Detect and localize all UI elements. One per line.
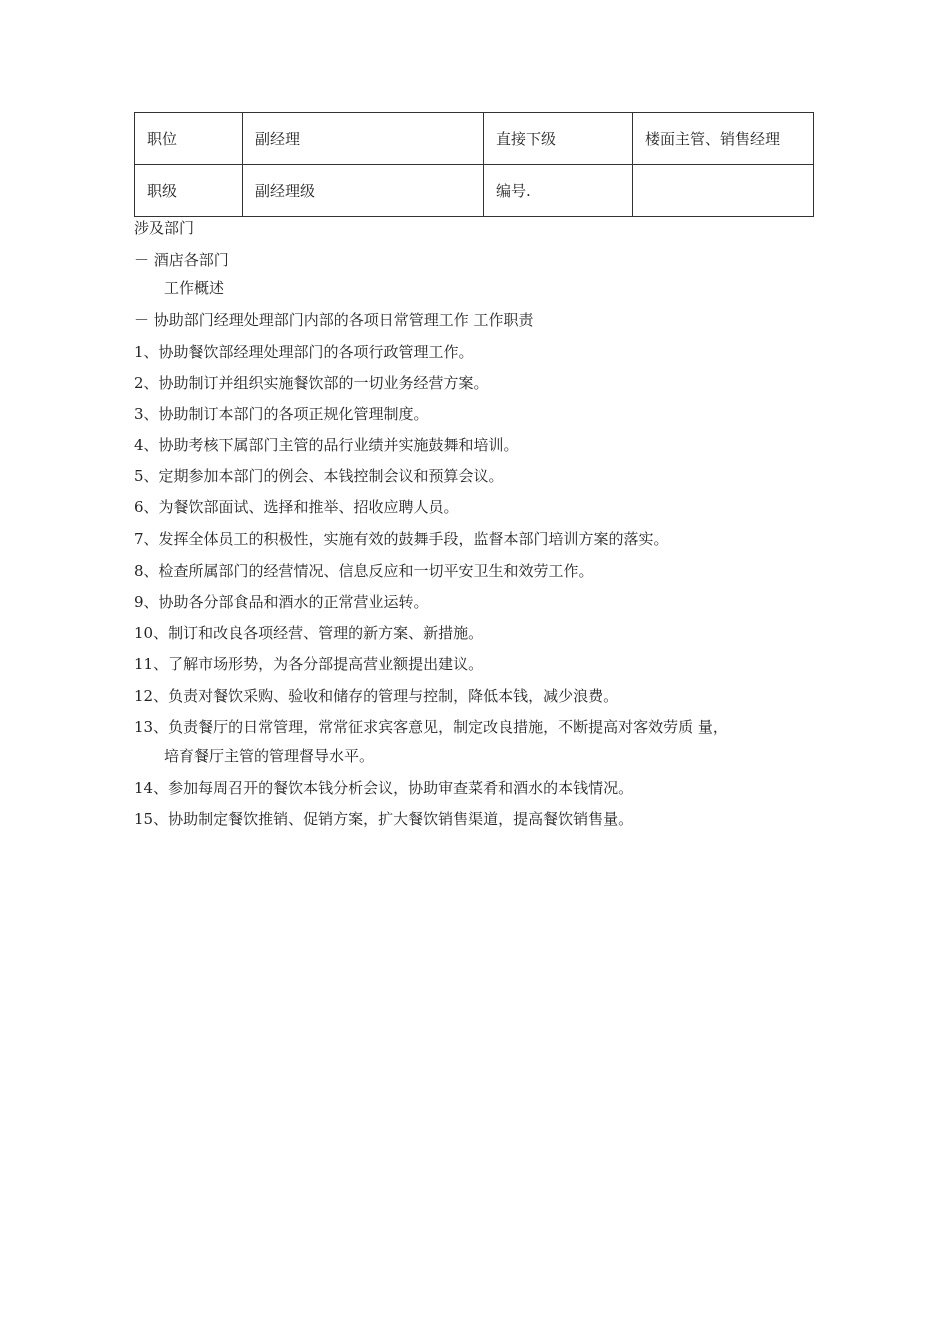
duty-item: 11、了解市场形势，为各分部提高营业额提出建议。 (134, 655, 484, 673)
subordinate-value: 楼面主管、销售经理 (633, 113, 814, 165)
number-value (633, 165, 814, 217)
duty-item-continuation: 培育餐厅主管的管理督导水平。 (164, 747, 375, 765)
dept-item: － 酒店各部门 (134, 251, 229, 269)
duty-item: 1、协助餐饮部经理处理部门的各项行政管理工作。 (134, 343, 474, 361)
table-row (135, 113, 814, 165)
duty-item: 15、协助制定餐饮推销、促销方案，扩大餐饮销售渠道，提高餐饮销售量。 (134, 810, 634, 828)
duty-item: 4、协助考核下属部门主管的品行业绩并实施鼓舞和培训。 (134, 436, 519, 454)
duty-item: 7、发挥全体员工的积极性，实施有效的鼓舞手段，监督本部门培训方案的落实。 (134, 530, 669, 548)
duty-item: 12、负责对餐饮采购、验收和储存的管理与控制，降低本钱，减少浪费。 (134, 687, 619, 705)
duty-item: 6、为餐饮部面试、选择和推举、招收应聘人员。 (134, 498, 459, 516)
duty-item: 3、协助制订本部门的各项正规化管理制度。 (134, 405, 429, 423)
subordinate-label: 直接下级 (484, 113, 633, 165)
duty-item: 13、负责餐厅的日常管理，常常征求宾客意见，制定改良措施，不断提高对客效劳质 量， (134, 718, 728, 736)
position-value: 副经理 (243, 113, 484, 165)
number-label: 编号. (484, 165, 633, 217)
table-row (135, 165, 814, 217)
summary-item: － 协助部门经理处理部门内部的各项日常管理工作 工作职责 (134, 311, 534, 329)
duty-item: 9、协助各分部食品和酒水的正常营业运转。 (134, 593, 429, 611)
dept-heading: 涉及部门 (134, 219, 195, 237)
duty-item: 10、制订和改良各项经营、管理的新方案、新措施。 (134, 624, 484, 642)
grade-label: 职级 (135, 165, 243, 217)
position-label: 职位 (135, 113, 243, 165)
duty-item: 2、协助制订并组织实施餐饮部的一切业务经营方案。 (134, 374, 489, 392)
grade-value: 副经理级 (243, 165, 484, 217)
position-info-table (134, 112, 814, 217)
duty-item: 14、参加每周召开的餐饮本钱分析会议，协助审查菜肴和酒水的本钱情况。 (134, 779, 634, 797)
summary-heading: 工作概述 (164, 279, 225, 297)
duty-item: 5、定期参加本部门的例会、本钱控制会议和预算会议。 (134, 467, 504, 485)
duty-item: 8、检查所属部门的经营情况、信息反应和一切平安卫生和效劳工作。 (134, 562, 594, 580)
